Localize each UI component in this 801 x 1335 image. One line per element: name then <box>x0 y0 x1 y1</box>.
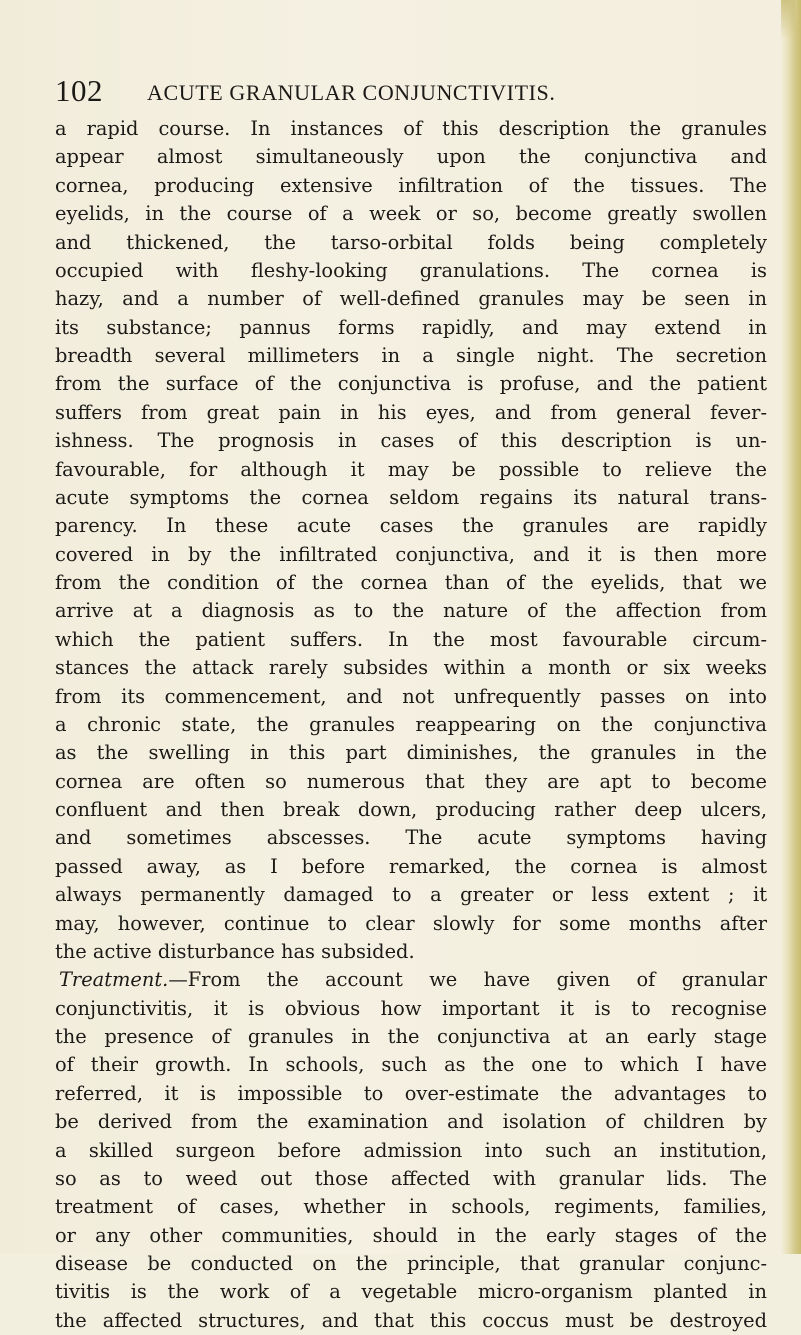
text-line: referred, it is impossible to over-estimate the advantages to <box>55 1081 767 1105</box>
text-line: eyelids, in the course of a week or so, become greatly swollen <box>55 202 767 226</box>
text-line: and sometimes abscesses. The acute symptoms having <box>55 826 767 850</box>
text-line: acute symptoms the cornea seldom regains its natural trans- <box>55 485 767 509</box>
text-line: occupied with fleshy-looking granulations. The cornea is <box>55 258 767 282</box>
text-line: tivitis is the work of a vegetable micro-organism planted in <box>55 1280 767 1304</box>
text-line: arrive at a diagnosis as to the nature of the affection from <box>55 599 767 623</box>
running-head: ACUTE GRANULAR CONJUNCTIVITIS. <box>147 80 556 105</box>
text-line: cornea, producing extensive infiltration of the tissues. The <box>55 173 767 197</box>
text-line: suffers from great pain in his eyes, and from general fever- <box>55 400 767 424</box>
text-line: and thickened, the tarso-orbital folds being completely <box>55 230 767 254</box>
text-line: of their growth. In schools, such as the one to which I have <box>55 1053 767 1077</box>
text-line: favourable, for although it may be possible to relieve the <box>55 457 767 481</box>
page-number: 102 <box>55 73 103 108</box>
text-line: which the patient suffers. In the most favourable circum- <box>55 627 767 651</box>
treatment-heading: Treatment. <box>59 968 169 992</box>
text-line: a skilled surgeon before admission into such an institution, <box>55 1138 767 1162</box>
text-line: the affected structures, and that this coccus must be destroyed <box>55 1308 767 1332</box>
body-text <box>55 115 767 1335</box>
text-line: treatment of cases, whether in schools, regiments, families, <box>55 1195 767 1219</box>
text-line: always permanently damaged to a greater or less extent ; it <box>55 883 767 907</box>
text-line: its substance; pannus forms rapidly, and may extend in <box>55 315 767 339</box>
text-line: parency. In these acute cases the granules are rapidly <box>55 514 767 538</box>
text-line: breadth several millimeters in a single night. The secretion <box>55 344 767 367</box>
text-line: passed away, as I before remarked, the cornea is almost <box>55 854 767 878</box>
text-line: may, however, continue to clear slowly for some months after <box>55 911 767 935</box>
text-line: stances the attack rarely subsides within a month or six weeks <box>55 656 767 680</box>
text-line: a chronic state, the granules reappearing on the conjunctiva <box>55 712 767 736</box>
text-line: the presence of granules in the conjunctiva at an early stage <box>55 1025 767 1048</box>
text-line: from its commencement, and not unfrequently passes on into <box>55 684 767 708</box>
text-line: a rapid course. In instances of this description the granules <box>55 117 767 140</box>
text-line: disease be conducted on the principle, that granular conjunc- <box>55 1252 767 1275</box>
page-header <box>55 74 760 108</box>
text-line: appear almost simultaneously upon the conjunctiva and <box>55 145 767 169</box>
text-line: from the condition of the cornea than of the eyelids, that we <box>55 571 767 594</box>
text-line: covered in by the infiltrated conjunctiva, and it is then more <box>55 542 767 566</box>
text-line: hazy, and a number of well-defined granules may be seen in <box>55 287 767 311</box>
text-line: ishness. The prognosis in cases of this description is un- <box>55 429 767 453</box>
text-line: so as to weed out those affected with granular lids. The <box>55 1166 767 1190</box>
treatment-line-rest: —From the account we have given of granular <box>168 968 767 992</box>
page-edge-shading <box>781 0 801 1254</box>
page-corner-shading <box>781 0 795 40</box>
text-line: from the surface of the conjunctiva is profuse, and the patient <box>55 372 767 396</box>
text-line: cornea are often so numerous that they are apt to become <box>55 769 767 793</box>
text-line: be derived from the examination and isolation of children by <box>55 1110 767 1134</box>
text-line: or any other communities, should in the early stages of the <box>55 1223 767 1247</box>
text-line: confluent and then break down, producing rather deep ulcers, <box>55 798 767 821</box>
text-line: as the swelling in this part diminishes, the granules in the <box>55 741 767 765</box>
treatment-line <box>55 966 767 994</box>
text-line: conjunctivitis, it is obvious how important it is to recognise <box>55 996 767 1020</box>
text-line: the active disturbance has subsided. <box>55 939 415 963</box>
